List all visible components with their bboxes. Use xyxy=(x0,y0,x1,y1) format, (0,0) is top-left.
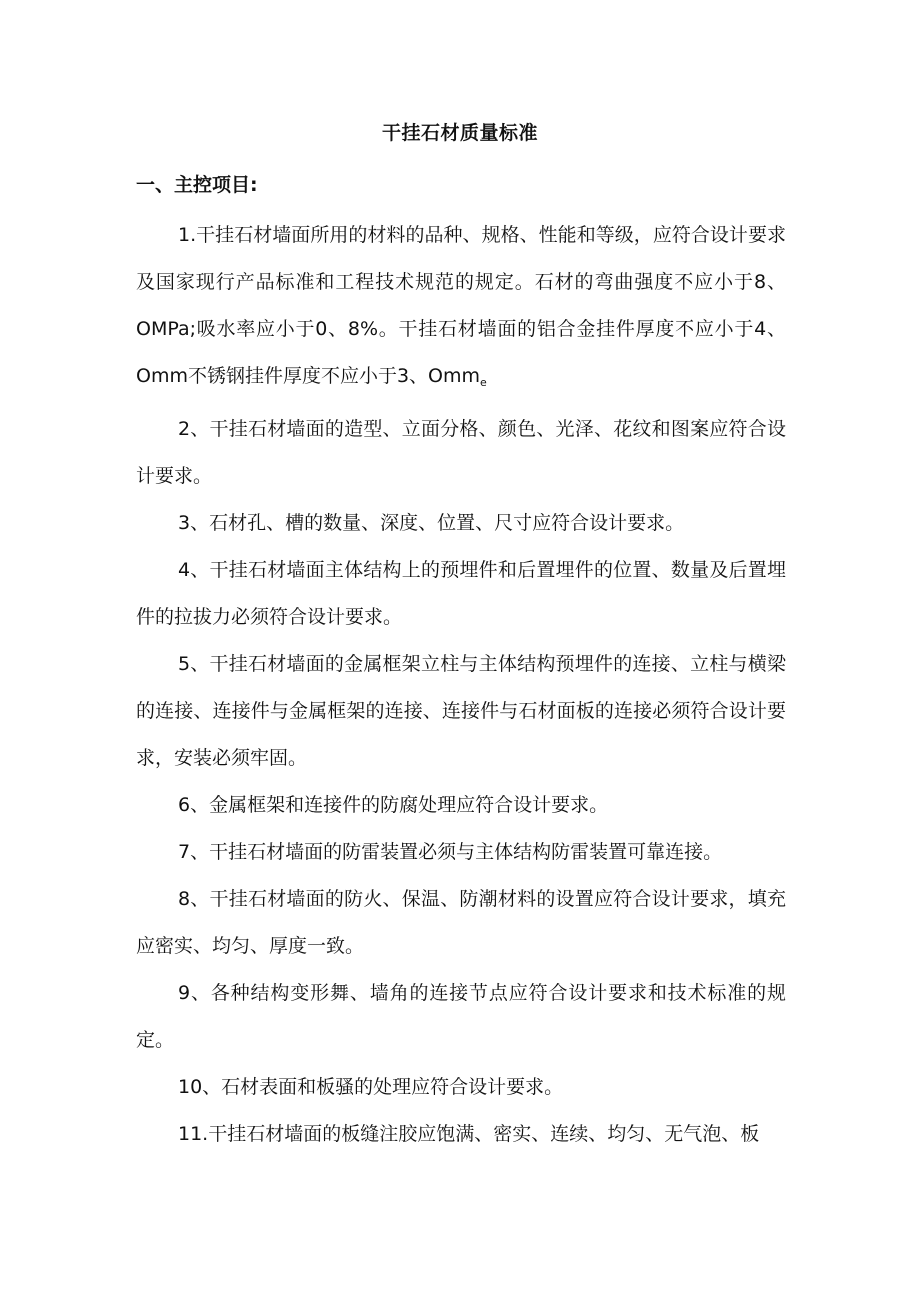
paragraph-11: 11.干挂石材墙面的板缝注胶应饱满、密实、连续、均匀、无气泡、板 xyxy=(178,1123,760,1145)
paragraph-10: 10、石材表面和板骚的处理应符合设计要求。 xyxy=(178,1076,564,1098)
paragraph-3: 3、石材孔、槽的数量、深度、位置、尺寸应符合设计要求。 xyxy=(178,512,685,534)
document-body xyxy=(136,212,786,1158)
paragraph-8: 8、干挂石材墙面的防火、保温、防潮材料的设置应符合设计要求，填充应密实、均匀、厚度一致。 xyxy=(136,888,786,957)
paragraph-7: 7、干挂石材墙面的防雷装置必须与主体结构防雷装置可靠连接。 xyxy=(178,841,723,863)
paragraph-6: 6、金属框架和连接件的防腐处理应符合设计要求。 xyxy=(178,794,609,816)
paragraph-5: 5、干挂石材墙面的金属框架立柱与主体结构预埋件的连接、立柱与横梁的连接、连接件与金属框架的连接、连接件与石材面板的连接必须符合设计要求，安装必须牢固。 xyxy=(136,653,786,769)
paragraph-4: 4、干挂石材墙面主体结构上的预埋件和后置埋件的位置、数量及后置埋件的拉拔力必须符合设计要求。 xyxy=(136,559,786,628)
paragraph-1-text: 1.干挂石材墙面所用的材料的品种、规格、性能和等级，应符合设计要求及国家现行产品标准和工程技术规范的规定。石材的弯曲强度不应小于8、OMPa;吸水率应小于0、8%。干挂石材墙面的铝合金挂件厚度不应小于4、Omm不锈钢挂件厚度不应小于3、Omm xyxy=(136,224,786,387)
paragraph-1-suffix: e xyxy=(480,376,487,389)
document-title: 干挂石材质量标准 xyxy=(381,122,538,144)
paragraph-1 xyxy=(136,212,786,406)
paragraph-9: 9、各种结构变形舞、墙角的连接节点应符合设计要求和技术标准的规定。 xyxy=(136,982,786,1051)
section-heading: 一、主控项目: xyxy=(136,174,258,196)
paragraph-2: 2、干挂石材墙面的造型、立面分格、颜色、光泽、花纹和图案应符合设计要求。 xyxy=(136,418,786,487)
